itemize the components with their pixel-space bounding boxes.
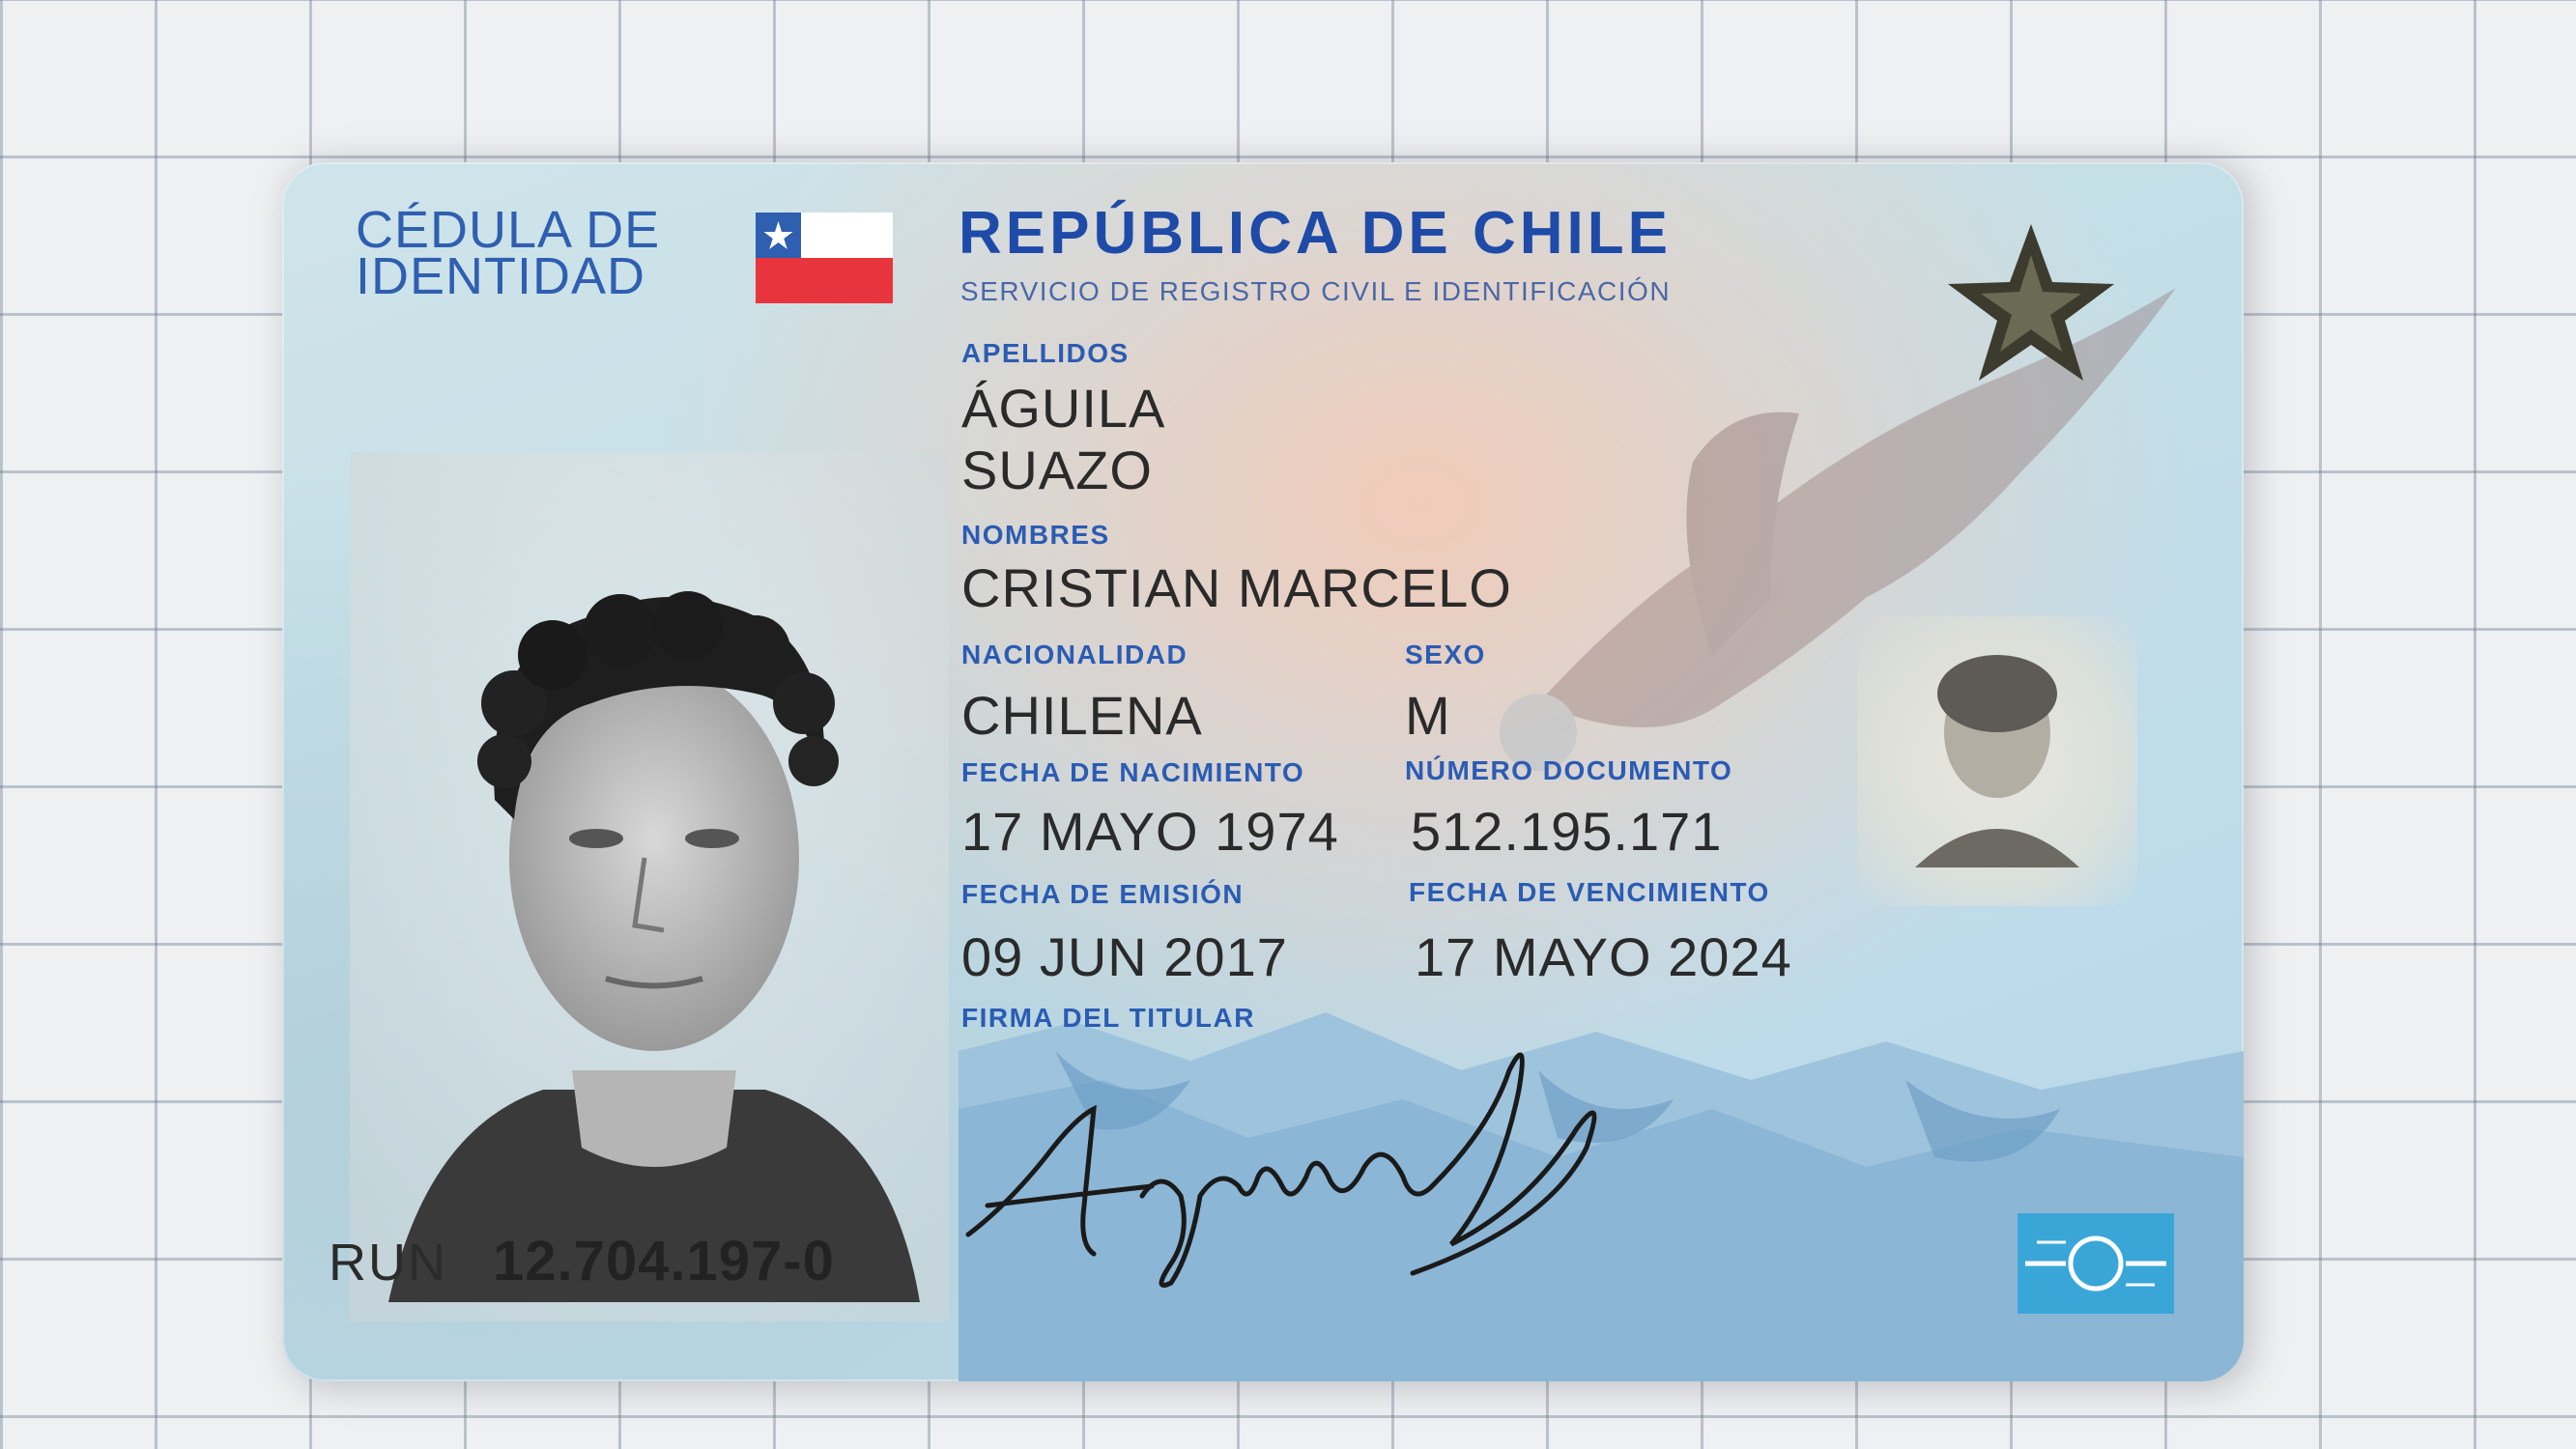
holder-photo — [350, 452, 949, 1321]
holder-signature — [949, 1012, 1645, 1302]
id-card — [282, 162, 2244, 1381]
card-type-line-1: CÉDULA DE — [356, 201, 661, 259]
label-expiry-date: FECHA DE VENCIMIENTO — [1409, 877, 1770, 907]
value-birth-date: 17 MAYO 1974 — [961, 801, 1339, 862]
value-expiry-date: 17 MAYO 2024 — [1415, 926, 1792, 987]
label-surnames: APELLIDOS — [961, 338, 1130, 368]
country-title: REPÚBLICA DE CHILE — [959, 200, 1672, 267]
value-nationality: CHILENA — [961, 685, 1203, 746]
label-nationality: NACIONALIDAD — [961, 639, 1188, 669]
value-document-number: 512.195.171 — [1411, 801, 1723, 862]
ghost-photo — [1857, 616, 2137, 906]
value-sex: M — [1405, 685, 1451, 746]
ghost-portrait-icon — [1857, 616, 2137, 906]
label-signature: FIRMA DEL TITULAR — [961, 1003, 1255, 1033]
run-value: 12.704.197-0 — [493, 1230, 835, 1293]
label-sex: SEXO — [1405, 639, 1486, 669]
value-surname-1: ÁGUILA — [961, 378, 1166, 439]
chip-icon — [2018, 1213, 2174, 1314]
value-issue-date: 09 JUN 2017 — [961, 926, 1288, 987]
value-given-names: CRISTIAN MARCELO — [961, 557, 1512, 618]
label-given-names: NOMBRES — [961, 520, 1110, 550]
star-emblem-icon — [1944, 216, 2118, 390]
label-issue-date: FECHA DE EMISIÓN — [961, 879, 1245, 909]
portrait-icon — [350, 452, 949, 1321]
agency-subtitle: SERVICIO DE REGISTRO CIVIL E IDENTIFICACIÓN — [960, 276, 1672, 306]
label-birth-date: FECHA DE NACIMIENTO — [961, 757, 1305, 787]
run-label: RUN — [329, 1234, 447, 1292]
chile-flag-icon — [756, 213, 893, 303]
label-document-number: NÚMERO DOCUMENTO — [1405, 755, 1733, 785]
card-type-line-2: IDENTIDAD — [356, 247, 646, 305]
value-surname-2: SUAZO — [961, 440, 1153, 500]
card-type-title — [356, 201, 661, 305]
